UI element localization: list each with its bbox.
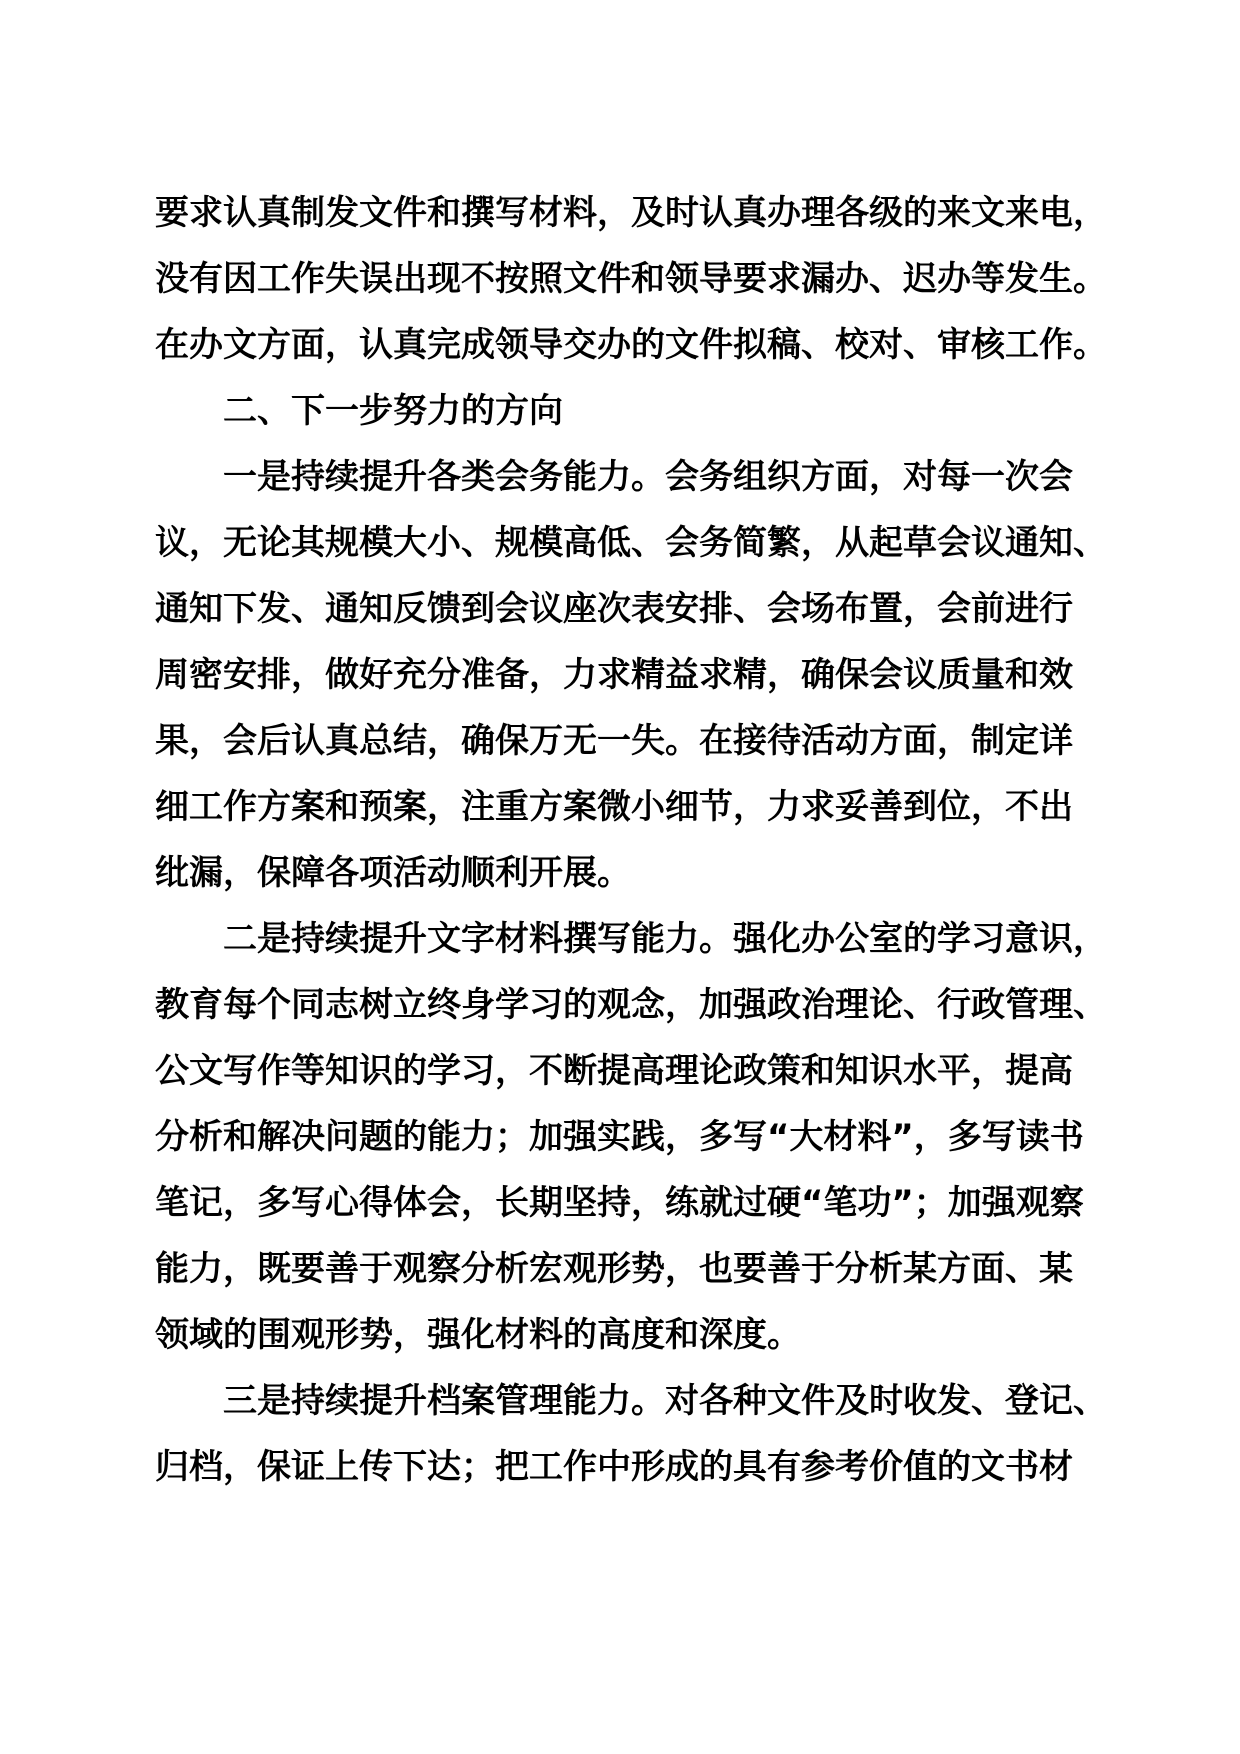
text-line: 通知下发、通知反馈到会议座次表安排、会场布置，会前进行 [155,589,1073,629]
paragraph-first-line: 三是持续提升档案管理能力。对各种文件及时收发、登记、 [223,1381,1107,1421]
text-line: 笔记，多写心得体会，长期坚持，练就过硬“笔功”；加强观察 [155,1183,1084,1223]
text-line: 公文写作等知识的学习，不断提高理论政策和知识水平，提高 [155,1051,1073,1091]
text-line: 纰漏，保障各项活动顺利开展。 [155,853,631,893]
text-line: 没有因工作失误出现不按照文件和领导要求漏办、迟办等发生。 [155,259,1107,299]
text-line: 果，会后认真总结，确保万无一失。在接待活动方面，制定详 [155,721,1073,761]
text-line: 周密安排，做好充分准备，力求精益求精，确保会议质量和效 [155,655,1073,695]
text-line: 归档，保证上传下达；把工作中形成的具有参考价值的文书材 [155,1447,1073,1487]
paragraph-first-line: 一是持续提升各类会务能力。会务组织方面，对每一次会 [223,457,1073,497]
text-line: 分析和解决问题的能力；加强实践，多写“大材料”，多写读书 [155,1117,1084,1157]
section-heading: 二、下一步努力的方向 [223,391,563,431]
text-line: 能力，既要善于观察分析宏观形势，也要善于分析某方面、某 [155,1249,1073,1289]
text-line: 领域的围观形势，强化材料的高度和深度。 [155,1315,801,1355]
text-line: 议，无论其规模大小、规模高低、会务简繁，从起草会议通知、 [155,523,1107,563]
text-line: 要求认真制发文件和撰写材料，及时认真办理各级的来文来电， [155,193,1107,233]
text-line: 教育每个同志树立终身学习的观念，加强政治理论、行政管理、 [155,985,1107,1025]
paragraph-first-line: 二是持续提升文字材料撰写能力。强化办公室的学习意识， [223,919,1107,959]
text-line: 细工作方案和预案，注重方案微小细节，力求妥善到位，不出 [155,787,1073,827]
text-line: 在办文方面，认真完成领导交办的文件拟稿、校对、审核工作。 [155,325,1107,365]
